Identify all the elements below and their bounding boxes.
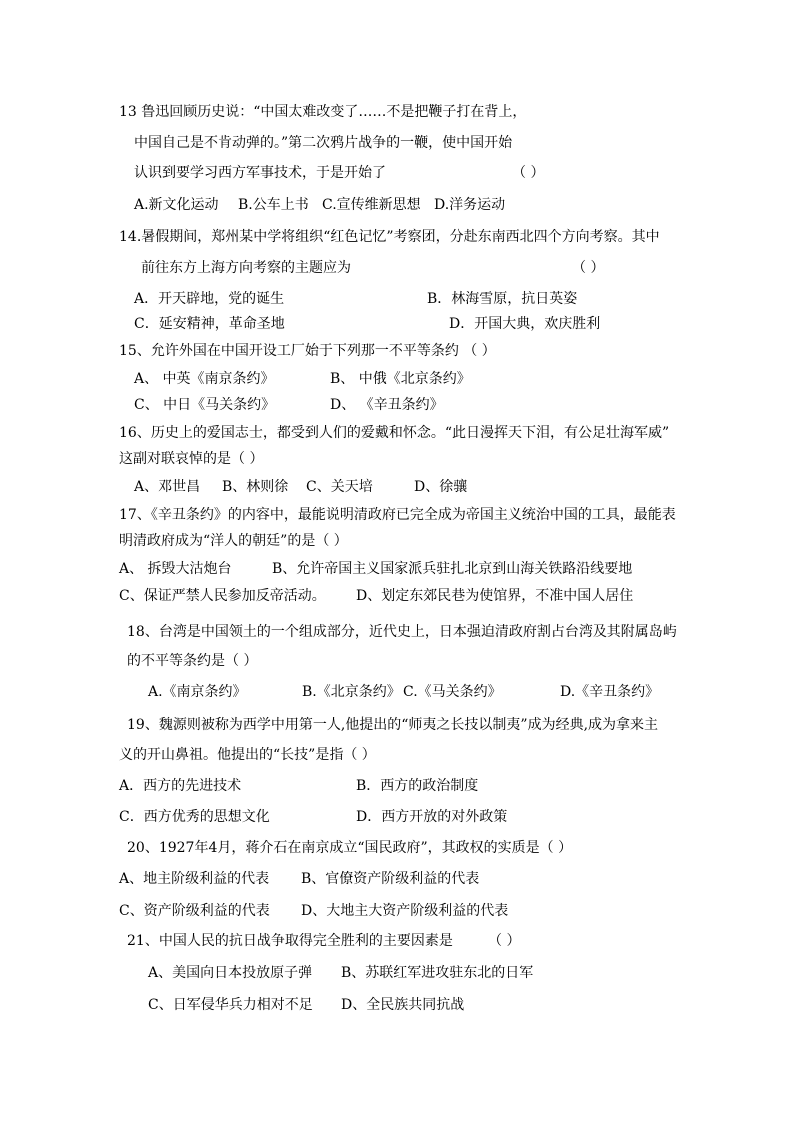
question-14-option-c: C．延安精神，革命圣地 [134, 316, 285, 332]
question-15-option-c: C、 中日《马关条约》 [134, 397, 276, 413]
question-18-option-c: C.《马关条约》 [403, 684, 502, 700]
question-13-option-b: B.公车上书 [238, 197, 309, 213]
question-17-option-c: C、保证严禁人民参加反帝活动。 [119, 588, 326, 604]
question-15-option-b: B、 中俄《北京条约》 [330, 371, 471, 387]
question-18-option-b: B.《北京条约》 [302, 684, 401, 700]
question-21-option-d: D、全民族共同抗战 [341, 997, 465, 1013]
question-18-option-a: A.《南京条约》 [148, 684, 247, 700]
question-18-line-1: 18、台湾是中国领土的一个组成部分，近代史上，日本强迫清政府割占台湾及其附属岛屿 [127, 624, 677, 640]
question-19-line-1: 19、魏源则被称为西学中用第一人,他提出的“师夷之长技以制夷”成为经典,成为拿来主 [127, 717, 659, 733]
question-17-option-a: A、 拆毁大沽炮台 [119, 561, 232, 577]
question-14-option-d: D．开国大典，欢庆胜利 [449, 316, 601, 332]
question-16-option-c: C、关天培 [306, 479, 373, 495]
question-21-option-c: C、日军侵华兵力相对不足 [148, 997, 313, 1013]
question-13-line-2: 中国自己是不肯动弹的。”第二次鸦片战争的一鞭，使中国开始 [134, 135, 513, 151]
question-13-line-3: 认识到要学习西方军事技术，于是开始了 [134, 165, 386, 181]
question-16-line-2: 这副对联哀悼的是（ ） [119, 451, 264, 467]
question-21-option-b: B、苏联红军进攻驻东北的日军 [341, 965, 534, 981]
question-19-option-b: B．西方的政治制度 [356, 778, 479, 794]
question-13-line-1: 13 鲁迅回顾历史说：“中国太难改变了……不是把鞭子打在背上， [119, 104, 527, 120]
question-15-option-a: A、 中英《南京条约》 [134, 371, 275, 387]
question-13-option-a: A.新文化运动 [134, 197, 219, 213]
question-20-line-1: 20、1927年4月，蒋介石在南京成立“国民政府”，其政权的实质是（ ） [127, 840, 573, 856]
question-20-option-b: B、官僚资产阶级利益的代表 [301, 871, 480, 887]
question-16-option-d: D、徐骧 [414, 479, 468, 495]
question-17-option-d: D、划定东郊民巷为使馆界，不准中国人居住 [356, 588, 634, 604]
question-13-option-d: D.洋务运动 [434, 197, 506, 213]
question-16-option-b: B、林则徐 [222, 479, 289, 495]
question-14-line-2: 前往东方上海方向考察的主题应为 [141, 260, 351, 276]
question-14-line-1: 14.暑假期间，郑州某中学将组织“红色记忆”考察团，分赴东南西北四个方向考察。其中 [119, 229, 660, 245]
question-21-line-1: 21、中国人民的抗日战争取得完全胜利的主要因素是 [127, 933, 453, 949]
question-17-line-1: 17、《辛丑条约》的内容中，最能说明清政府已完全成为帝国主义统治中国的工具，最能表 [119, 507, 676, 523]
question-21-answer-blank: （ ） [488, 933, 521, 949]
question-20-option-a: A、地主阶级利益的代表 [119, 871, 270, 887]
question-17-line-2: 明清政府成为“洋人的朝廷”的是（ ） [119, 533, 348, 549]
question-16-line-1: 16、历史上的爱国志士，都受到人们的爱戴和怀念。“此日漫挥天下泪，有公足壮海军威” [119, 425, 670, 441]
question-20-option-c: C、资产阶级利益的代表 [119, 903, 270, 919]
question-15-option-d: D、 《辛丑条约》 [330, 397, 444, 413]
question-19-option-d: D．西方开放的对外政策 [356, 809, 508, 825]
question-14-option-b: B．林海雪原，抗日英姿 [427, 291, 578, 307]
question-13-option-c: C.宣传维新思想 [322, 197, 421, 213]
question-13-answer-blank: （ ） [512, 165, 545, 181]
question-14-answer-blank: （ ） [572, 260, 605, 276]
question-14-option-a: A．开天辟地，党的诞生 [134, 291, 285, 307]
question-15-line-1: 15、允许外国在中国开设工厂始于下列那一不平等条约 （ ） [119, 343, 496, 359]
question-20-option-d: D、大地主大资产阶级利益的代表 [301, 903, 509, 919]
question-17-option-b: B、允许帝国主义国家派兵驻扎北京到山海关铁路沿线要地 [272, 561, 633, 577]
question-21-option-a: A、美国向日本投放原子弹 [148, 965, 313, 981]
question-19-option-c: C．西方优秀的思想文化 [119, 809, 270, 825]
question-19-option-a: A．西方的先进技术 [119, 778, 242, 794]
question-19-line-2: 义的开山鼻祖。他提出的“长技”是指（ ） [119, 747, 376, 763]
question-18-option-d: D.《辛丑条约》 [560, 684, 660, 700]
question-16-option-a: A、邓世昌 [134, 479, 201, 495]
question-18-line-2: 的不平等条约是（ ） [127, 653, 258, 669]
